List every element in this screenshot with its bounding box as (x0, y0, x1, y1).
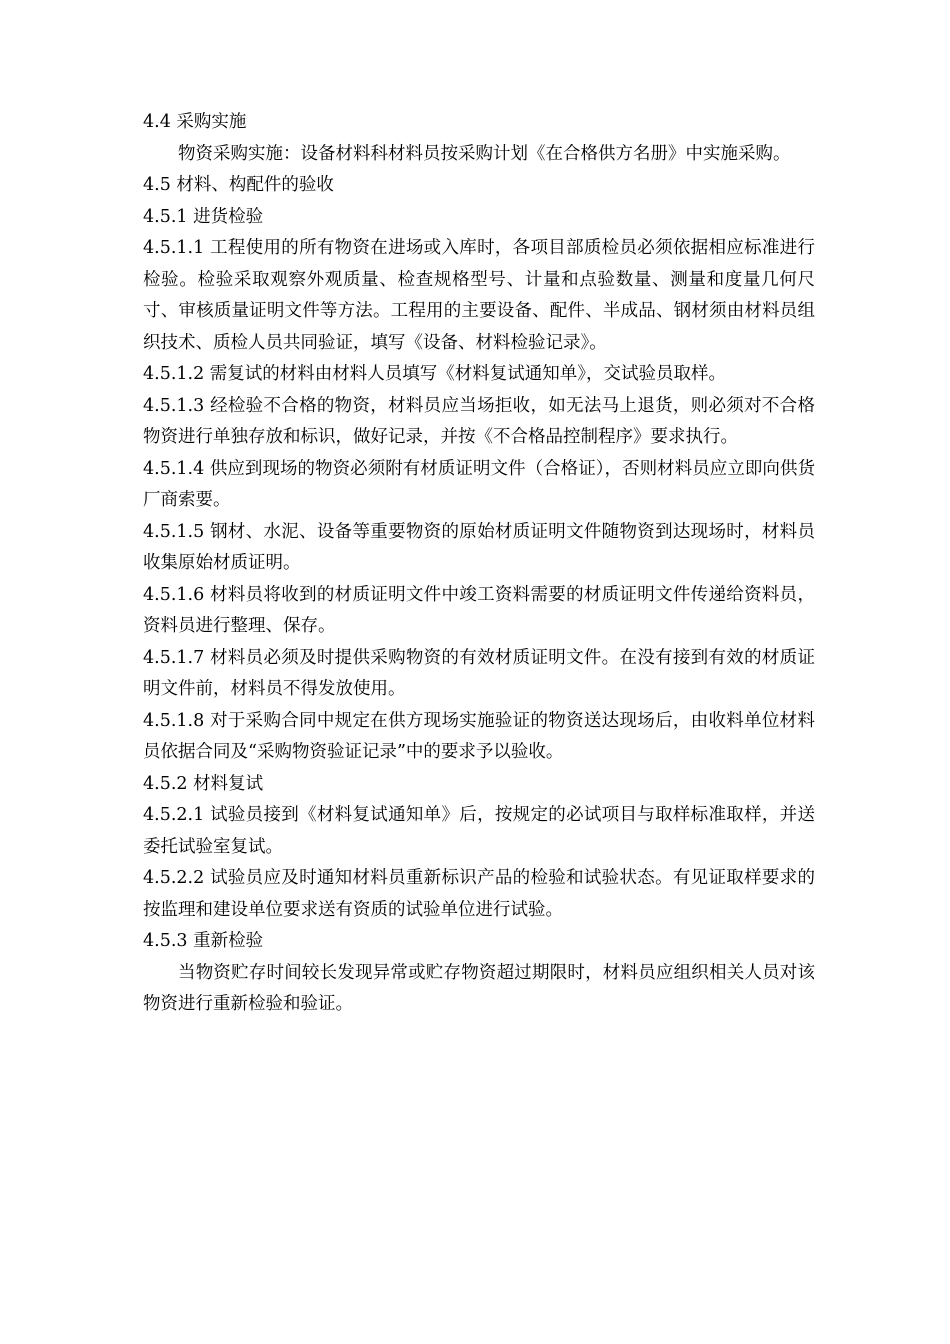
paragraph-4-5-1-2: 4.5.1.2 需复试的材料由材料人员填写《材料复试通知单》，交试验员取样。 (143, 364, 727, 384)
paragraph-4-5-1-8: 4.5.1.8 对于采购合同中规定在供方现场实施验证的物资送达现场后，由收料单位材料员依据合同及“采购物资验证记录”中的要求予以验收。 (143, 710, 815, 762)
paragraph-4-5-1-3: 4.5.1.3 经检验不合格的物资，材料员应当场拒收，如无法马上退货，则必须对不合格物资进行单独存放和标识，做好记录，并按《不合格品控制程序》要求执行。 (143, 395, 815, 447)
paragraph-procurement: 物资采购实施：设备材料科材料员按采购计划《在合格供方名册》中实施采购。 (178, 143, 791, 164)
heading-4-5-3: 4.5.3 重新检验 (143, 931, 264, 951)
paragraph-4-5-1-6: 4.5.1.6 材料员将收到的材质证明文件中竣工资料需要的材质证明文件传递给资料员，资料员进行整理、保存。 (143, 584, 815, 636)
paragraph-4-5-1-1: 4.5.1.1 工程使用的所有物资在进场或入库时，各项目部质检员必须依据相应标准进行检验。检验采取观察外观质量、检查规格型号、计量和点验数量、测量和度量几何尺寸、审核质量证明文件等方法。工程用的主要设备、配件、半成品、钢材须由材料员组织技术、质检人员共同验证，填写《设备、材料检验记录》。 (143, 238, 815, 353)
heading-4-5: 4.5 材料、构配件的验收 (143, 175, 334, 195)
paragraph-4-5-2-1: 4.5.2.1 试验员接到《材料复试通知单》后，按规定的必试项目与取样标准取样，并送委托试验室复试。 (143, 805, 815, 857)
paragraph-4-5-1-5: 4.5.1.5 钢材、水泥、设备等重要物资的原始材质证明文件随物资到达现场时，材料员收集原始材质证明。 (143, 521, 815, 573)
heading-4-4: 4.4 采购实施 (143, 112, 247, 132)
document-page (143, 107, 815, 1021)
paragraph-4-5-1-7: 4.5.1.7 材料员必须及时提供采购物资的有效材质证明文件。在没有接到有效的材质证明文件前，材料员不得发放使用。 (143, 647, 815, 699)
paragraph-reinspection: 当物资贮存时间较长发现异常或贮存物资超过期限时，材料员应组织相关人员对该物资进行重新检验和验证。 (143, 962, 815, 1014)
heading-4-5-2: 4.5.2 材料复试 (143, 773, 264, 794)
paragraph-4-5-1-4: 4.5.1.4 供应到现场的物资必须附有材质证明文件（合格证），否则材料员应立即向供货厂商索要。 (143, 458, 815, 510)
heading-4-5-1: 4.5.1 进货检验 (143, 206, 264, 227)
paragraph-4-5-2-2: 4.5.2.2 试验员应及时通知材料员重新标识产品的检验和试验状态。有见证取样要求的按监理和建设单位要求送有资质的试验单位进行试验。 (143, 868, 815, 920)
